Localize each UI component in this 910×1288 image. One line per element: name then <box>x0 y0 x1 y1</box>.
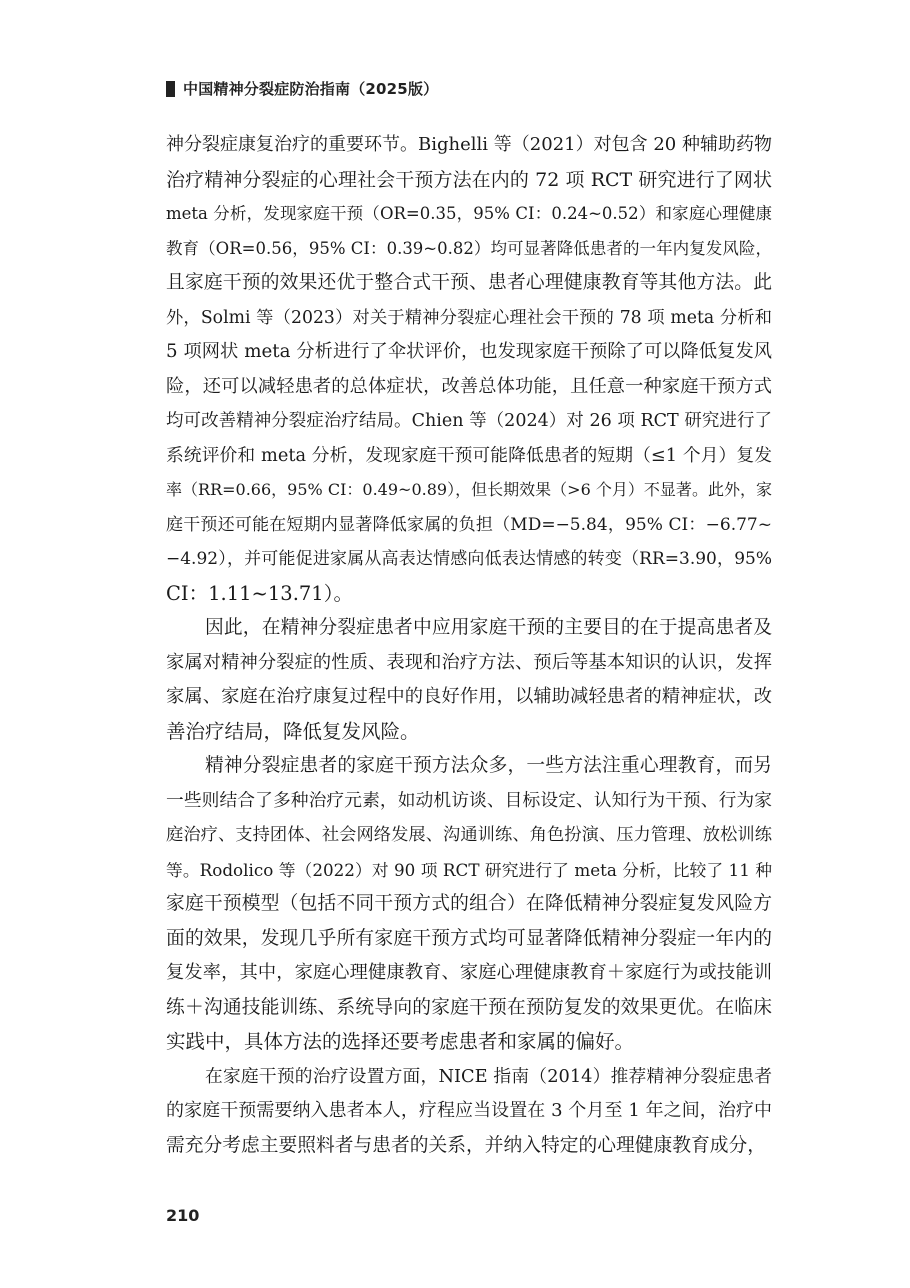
page-number: 210 <box>166 1206 200 1225</box>
text-line: 在家庭干预的治疗设置方面，NICE 指南（2014）推荐精神分裂症患者 <box>205 1066 772 1087</box>
running-header <box>166 78 438 99</box>
text-line: 一些则结合了多种治疗元素，如动机访谈、目标设定、认知行为干预、行为家 <box>166 790 772 811</box>
text-line: 外，Solmi 等（2023）对关于精神分裂症心理社会干预的 78 项 meta 分析和 <box>166 307 772 328</box>
text-line: 5 项网状 meta 分析进行了伞状评价，也发现家庭干预除了可以降低复发风 <box>166 341 772 362</box>
text-line: 教育（OR=0.56，95% CI：0.39~0.82）均可显著降低患者的一年内复发风险， <box>166 238 772 258</box>
text-line: 因此，在精神分裂症患者中应用家庭干预的主要目的在于提高患者及 <box>205 617 772 638</box>
text-line: 险，还可以减轻患者的总体症状，改善总体功能，且任意一种家庭干预方式 <box>166 375 772 397</box>
text-line: 的家庭干预需要纳入患者本人，疗程应当设置在 3 个月至 1 年之间，治疗中 <box>166 1100 772 1121</box>
paragraph <box>166 1060 772 1164</box>
text-line: 善治疗结局，降低复发风险。 <box>166 719 420 743</box>
text-line: 等。Rodolico 等（2022）对 90 项 RCT 研究进行了 meta 分析，比较了 11 种 <box>166 859 772 880</box>
text-line: 精神分裂症患者的家庭干预方法众多，一些方法注重心理教育，而另 <box>205 755 772 776</box>
text-line: 神分裂症康复治疗的重要环节。Bighelli 等（2021）对包含 20 种辅助药物 <box>166 134 772 155</box>
text-line: 庭干预还可能在短期内显著降低家属的负担（MD=−5.84，95% CI：−6.77~ <box>166 514 772 535</box>
text-line: 治疗精神分裂症的心理社会干预方法在内的 72 项 RCT 研究进行了网状 <box>166 168 772 191</box>
text-line: 家属对精神分裂症的性质、表现和治疗方法、预后等基本知识的认识，发挥 <box>166 651 772 673</box>
text-line: 系统评价和 meta 分析，发现家庭干预可能降低患者的短期（≤1 个月）复发 <box>166 445 772 466</box>
text-line: 复发率，其中，家庭心理健康教育、家庭心理健康教育＋家庭行为或技能训 <box>166 962 772 983</box>
text-line: 家属、家庭在治疗康复过程中的良好作用，以辅助减轻患者的精神症状，改 <box>166 686 772 707</box>
text-line: 面的效果，发现几乎所有家庭干预方式均可显著降低精神分裂症一年内的 <box>166 927 772 949</box>
text-line: 练＋沟通技能训练、系统导向的家庭干预在预防复发的效果更优。在临床 <box>166 996 772 1018</box>
text-line: −4.92），并可能促进家属从高表达情感向低表达情感的转变（RR=3.90，95% <box>166 549 772 569</box>
text-line: 庭治疗、支持团体、社会网络发展、沟通训练、角色扮演、压力管理、放松训练 <box>166 825 772 845</box>
body-text <box>166 128 772 1163</box>
text-line: meta 分析，发现家庭干预（OR=0.35，95% CI：0.24~0.52）和家庭心理健康 <box>166 204 772 223</box>
text-line: 需充分考虑主要照料者与患者的关系，并纳入特定的心理健康教育成分， <box>166 1134 766 1156</box>
paragraph <box>166 128 772 611</box>
text-line: 率（RR=0.66，95% CI：0.49~0.89），但长期效果（>6 个月）不显著。此外，家 <box>166 480 772 499</box>
paragraph <box>166 749 772 1060</box>
text-line: 家庭干预模型（包括不同干预方式的组合）在降低精神分裂症复发风险方 <box>166 893 772 914</box>
text-line: 且家庭干预的效果还优于整合式干预、患者心理健康教育等其他方法。此 <box>166 272 772 293</box>
text-line: 均可改善精神分裂症治疗结局。Chien 等（2024）对 26 项 RCT 研究进行了 <box>166 411 772 431</box>
text-line: CI：1.11~13.71）。 <box>166 581 353 605</box>
header-marker <box>166 81 175 97</box>
paragraph <box>166 611 772 749</box>
text-line: 实践中，具体方法的选择还要考虑患者和家属的偏好。 <box>166 1030 635 1053</box>
book-title: 中国精神分裂症防治指南（2025版） <box>183 80 439 98</box>
